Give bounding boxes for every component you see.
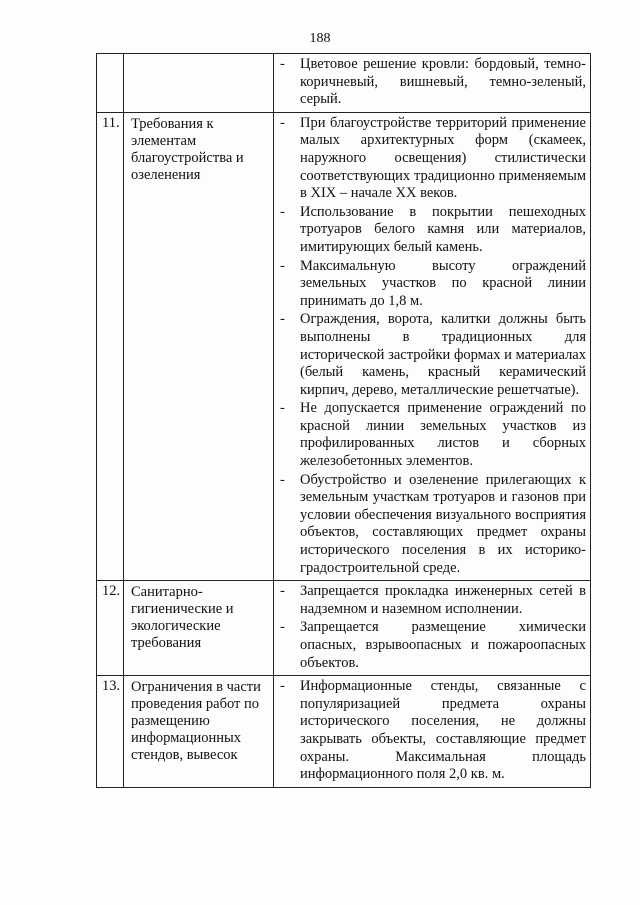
requirement-cell (274, 581, 591, 676)
requirement-list (274, 676, 590, 787)
dash-bullet: - (280, 56, 285, 72)
row-number: 12. (97, 581, 124, 676)
requirement-item (274, 204, 586, 257)
dash-bullet: - (280, 583, 285, 600)
page-number: 188 (309, 31, 331, 46)
requirement-text: Запрещается размещение химически опасных, взрывоопасных и пожароопасных объектов. (300, 619, 586, 671)
dash-bullet: - (280, 400, 285, 417)
requirement-category (124, 54, 274, 113)
dash-bullet: - (280, 311, 285, 328)
table-row (97, 54, 591, 113)
requirement-item (274, 115, 586, 203)
requirement-category: Ограничения в части проведения работ по размещению информационных стендов, вывесок (124, 676, 274, 788)
dash-bullet: - (280, 114, 285, 131)
table-row (97, 581, 591, 676)
requirement-category: Санитарно-гигиенические и экологические требования (124, 581, 274, 676)
requirement-item (274, 678, 586, 784)
dash-bullet: - (280, 471, 285, 488)
requirement-text: Цветовое решение кровли: бордовый, темно-коричневый, вишневый, темно-зеленый, серый. (300, 56, 586, 108)
requirement-text: Использование в покрытии пешеходных тротуаров белого камня или материалов, имитирующих белый камень. (300, 203, 586, 255)
requirement-item (274, 311, 586, 399)
dash-bullet: - (280, 203, 285, 220)
row-number (97, 54, 124, 113)
requirement-text: Запрещается прокладка инженерных сетей в надземном и наземном исполнении. (300, 583, 586, 617)
requirement-item (274, 56, 586, 109)
requirement-text: Не допускается применение ограждений по красной линии земельных участков из профилированных листов и сборных железобетонных элементов. (300, 400, 586, 470)
requirement-text: Ограждения, ворота, калитки должны быть выполнены в традиционных для исторической застройки формах и материалах (белый камень, красный керамический кирпич, дерево, металлические решетчатые). (300, 311, 586, 398)
requirement-cell (274, 112, 591, 580)
requirement-category: Требования к элементам благоустройства и озеленения (124, 112, 274, 580)
requirement-list (274, 54, 590, 112)
row-number: 11. (97, 112, 124, 580)
requirement-cell (274, 54, 591, 113)
requirement-cell (274, 676, 591, 788)
requirement-item (274, 619, 586, 672)
requirement-text: Обустройство и озеленение прилегающих к земельным участкам тротуаров и газонов при условии обеспечения визуального восприятия объектов, составляющих предмет охраны исторического поселения в их историко-градостроительной среде. (300, 471, 586, 576)
requirement-text: Максимальную высоту ограждений земельных участков по красной линии принимать до 1,8 м. (300, 257, 586, 309)
requirement-item (274, 400, 586, 470)
requirement-text: При благоустройстве территорий применение малых архитектурных форм (скамеек, наружного освещения) стилистически соответствующих традиционно применяемым в XIX – начале XX веков. (300, 114, 586, 202)
requirement-text: Информационные стенды, связанные с популяризацией предмета охраны исторического поселения, не должны закрывать объекты, составляющие предмет охраны. Максимальная площадь информационного поля 2,0 кв. м. (300, 678, 586, 783)
table-row (97, 676, 591, 788)
requirements-table (96, 53, 591, 788)
dash-bullet: - (280, 257, 285, 274)
dash-bullet: - (280, 619, 285, 636)
requirement-item (274, 258, 586, 311)
table-row (97, 112, 591, 580)
requirement-list (274, 113, 590, 580)
dash-bullet: - (280, 678, 285, 695)
requirement-item (274, 583, 586, 618)
requirement-item (274, 472, 586, 578)
requirement-list (274, 581, 590, 675)
row-number: 13. (97, 676, 124, 788)
